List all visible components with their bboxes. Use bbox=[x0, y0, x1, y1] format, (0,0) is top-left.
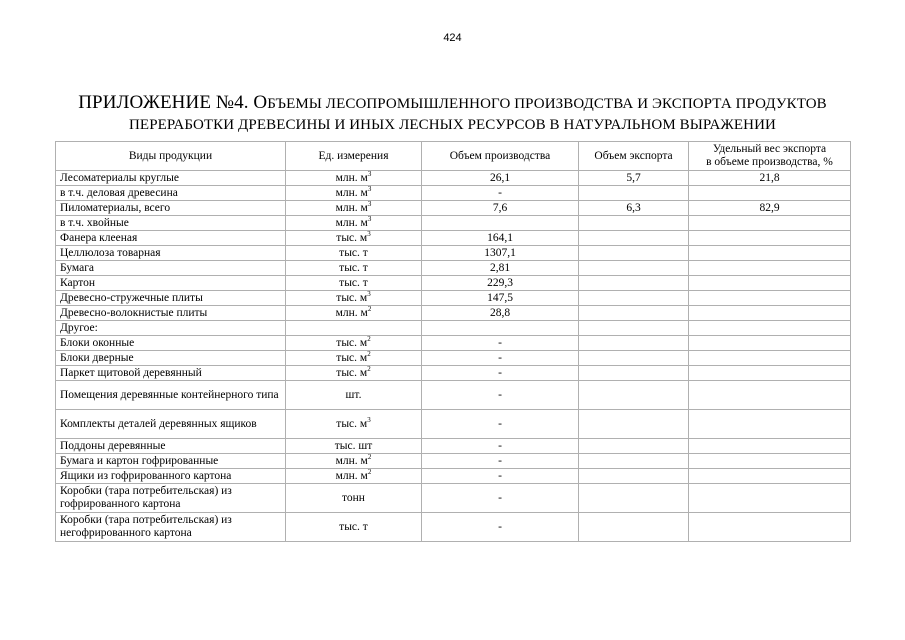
title-line-2: ПЕРЕРАБОТКИ ДРЕВЕСИНЫ И ИНЫХ ЛЕСНЫХ РЕСУРСОВ В НАТУРАЛЬНОМ ВЫРАЖЕНИИ bbox=[129, 117, 776, 133]
table-row bbox=[56, 216, 851, 231]
cell-product-name: Другое: bbox=[56, 321, 286, 336]
cell-unit: млн. $м^3$ bbox=[286, 201, 422, 216]
cell-export bbox=[579, 321, 689, 336]
cell-export: 5,7 bbox=[579, 171, 689, 186]
unit-exponent: 3 bbox=[367, 289, 371, 298]
cell-production: - bbox=[422, 336, 579, 351]
cell-unit: тыс. $м^2$ bbox=[286, 336, 422, 351]
unit-exponent: 2 bbox=[367, 334, 371, 343]
table-header-row bbox=[56, 142, 851, 171]
cell-unit bbox=[286, 321, 422, 336]
cell-export bbox=[579, 216, 689, 231]
cell-export-share bbox=[689, 231, 851, 246]
table-row bbox=[56, 366, 851, 381]
table-body bbox=[56, 171, 851, 542]
header-production: Объем производства bbox=[422, 142, 579, 171]
cell-production bbox=[422, 321, 579, 336]
cell-production: 28,8 bbox=[422, 306, 579, 321]
cell-production: 7,6 bbox=[422, 201, 579, 216]
cell-unit: млн. $м^2$ bbox=[286, 469, 422, 484]
cell-production: 229,3 bbox=[422, 276, 579, 291]
unit-exponent: 3 bbox=[367, 229, 371, 238]
page-title bbox=[40, 92, 865, 136]
table-row bbox=[56, 276, 851, 291]
cell-production: - bbox=[422, 454, 579, 469]
cell-production: - bbox=[422, 484, 579, 513]
cell-export bbox=[579, 410, 689, 439]
cell-unit: шт. bbox=[286, 381, 422, 410]
cell-product-name: в т.ч. хвойные bbox=[56, 216, 286, 231]
table-row bbox=[56, 201, 851, 216]
table-row bbox=[56, 410, 851, 439]
table-row bbox=[56, 321, 851, 336]
cell-product-name: Целлюлоза товарная bbox=[56, 246, 286, 261]
unit-exponent: 2 bbox=[367, 364, 371, 373]
cell-export bbox=[579, 231, 689, 246]
cell-export bbox=[579, 261, 689, 276]
cell-export-share bbox=[689, 321, 851, 336]
cell-production: 2,81 bbox=[422, 261, 579, 276]
page-number: 424 bbox=[443, 32, 462, 44]
cell-product-name: Поддоны деревянные bbox=[56, 439, 286, 454]
cell-export-share bbox=[689, 276, 851, 291]
cell-export: 6,3 bbox=[579, 201, 689, 216]
table-row bbox=[56, 484, 851, 513]
cell-export bbox=[579, 246, 689, 261]
cell-unit: млн. $м^2$ bbox=[286, 306, 422, 321]
cell-export-share bbox=[689, 246, 851, 261]
unit-exponent: 3 bbox=[367, 415, 371, 424]
cell-unit: тыс. $м^2$ bbox=[286, 351, 422, 366]
cell-export bbox=[579, 351, 689, 366]
unit-exponent: 3 bbox=[367, 199, 372, 208]
cell-export-share bbox=[689, 216, 851, 231]
table-row bbox=[56, 513, 851, 542]
cell-unit: млн. $м^3$ bbox=[286, 186, 422, 201]
cell-unit: млн. $м^3$ bbox=[286, 171, 422, 186]
cell-export-share bbox=[689, 469, 851, 484]
cell-production: - bbox=[422, 469, 579, 484]
table-row bbox=[56, 306, 851, 321]
cell-production: - bbox=[422, 186, 579, 201]
table-row bbox=[56, 469, 851, 484]
cell-export-share bbox=[689, 366, 851, 381]
table-row bbox=[56, 261, 851, 276]
cell-unit: тыс. т bbox=[286, 246, 422, 261]
cell-unit: тыс. т bbox=[286, 276, 422, 291]
cell-unit: млн. $м^3$ bbox=[286, 216, 422, 231]
cell-unit: тыс. $м^3$ bbox=[286, 410, 422, 439]
cell-export bbox=[579, 276, 689, 291]
cell-export-share: 82,9 bbox=[689, 201, 851, 216]
unit-exponent: 2 bbox=[367, 452, 372, 461]
unit-exponent: 3 bbox=[367, 214, 372, 223]
cell-export-share bbox=[689, 186, 851, 201]
cell-product-name: Лесоматериалы круглые bbox=[56, 171, 286, 186]
cell-product-name: Картон bbox=[56, 276, 286, 291]
cell-export bbox=[579, 336, 689, 351]
unit-exponent: 2 bbox=[367, 467, 372, 476]
cell-export-share bbox=[689, 336, 851, 351]
cell-production: - bbox=[422, 366, 579, 381]
cell-export-share bbox=[689, 454, 851, 469]
cell-production: - bbox=[422, 351, 579, 366]
cell-product-name: Блоки оконные bbox=[56, 336, 286, 351]
cell-product-name: Пиломатериалы, всего bbox=[56, 201, 286, 216]
cell-export-share bbox=[689, 306, 851, 321]
cell-production: - bbox=[422, 410, 579, 439]
cell-unit: тыс. т bbox=[286, 513, 422, 542]
cell-unit: тыс. т bbox=[286, 261, 422, 276]
cell-product-name: Бумага и картон гофрированные bbox=[56, 454, 286, 469]
cell-export-share bbox=[689, 261, 851, 276]
cell-export-share bbox=[689, 439, 851, 454]
cell-product-name: Древесно-стружечные плиты bbox=[56, 291, 286, 306]
table-row bbox=[56, 351, 851, 366]
cell-production: 26,1 bbox=[422, 171, 579, 186]
unit-exponent: 2 bbox=[367, 349, 371, 358]
cell-product-name: Помещения деревянные контейнерного типа bbox=[56, 381, 286, 410]
cell-export bbox=[579, 186, 689, 201]
cell-production: 147,5 bbox=[422, 291, 579, 306]
cell-export bbox=[579, 454, 689, 469]
cell-product-name: Паркет щитовой деревянный bbox=[56, 366, 286, 381]
cell-export bbox=[579, 381, 689, 410]
table-row bbox=[56, 381, 851, 410]
cell-export-share bbox=[689, 410, 851, 439]
cell-export bbox=[579, 513, 689, 542]
unit-exponent: 3 bbox=[367, 169, 372, 178]
cell-product-name: Коробки (тара потребительская) из гофрированного картона bbox=[56, 484, 286, 513]
cell-production: 164,1 bbox=[422, 231, 579, 246]
cell-export bbox=[579, 291, 689, 306]
cell-export-share bbox=[689, 291, 851, 306]
cell-product-name: Блоки дверные bbox=[56, 351, 286, 366]
cell-production: - bbox=[422, 381, 579, 410]
table-row bbox=[56, 246, 851, 261]
cell-export bbox=[579, 469, 689, 484]
cell-export bbox=[579, 484, 689, 513]
header-unit: Ед. измерения bbox=[286, 142, 422, 171]
cell-export bbox=[579, 366, 689, 381]
cell-export-share bbox=[689, 484, 851, 513]
cell-product-name: Комплекты деталей деревянных ящиков bbox=[56, 410, 286, 439]
cell-export bbox=[579, 439, 689, 454]
cell-export-share: 21,8 bbox=[689, 171, 851, 186]
cell-production: 1307,1 bbox=[422, 246, 579, 261]
cell-product-name: Коробки (тара потребительская) из негофрированного картона bbox=[56, 513, 286, 542]
title-line-1: ПРИЛОЖЕНИЕ №4. ОБЪЕМЫ ЛЕСОПРОМЫШЛЕННОГО ПРОИЗВОДСТВА И ЭКСПОРТА ПРОДУКТОВ bbox=[78, 92, 827, 113]
table-row bbox=[56, 291, 851, 306]
table-row bbox=[56, 336, 851, 351]
unit-exponent: 3 bbox=[367, 184, 372, 193]
cell-unit: млн. $м^2$ bbox=[286, 454, 422, 469]
cell-unit: тыс. $м^3$ bbox=[286, 231, 422, 246]
cell-production bbox=[422, 216, 579, 231]
table-row bbox=[56, 454, 851, 469]
cell-unit: тыс. $м^2$ bbox=[286, 366, 422, 381]
cell-production: - bbox=[422, 513, 579, 542]
cell-unit: тонн bbox=[286, 484, 422, 513]
unit-exponent: 2 bbox=[367, 304, 372, 313]
cell-export-share bbox=[689, 513, 851, 542]
production-export-table bbox=[55, 141, 851, 542]
cell-product-name: Ящики из гофрированного картона bbox=[56, 469, 286, 484]
cell-unit: тыс. шт bbox=[286, 439, 422, 454]
table-row bbox=[56, 186, 851, 201]
cell-export bbox=[579, 306, 689, 321]
header-product: Виды продукции bbox=[56, 142, 286, 171]
cell-product-name: Древесно-волокнистые плиты bbox=[56, 306, 286, 321]
cell-product-name: в т.ч. деловая древесина bbox=[56, 186, 286, 201]
table-row bbox=[56, 171, 851, 186]
cell-export-share bbox=[689, 381, 851, 410]
cell-product-name: Бумага bbox=[56, 261, 286, 276]
cell-product-name: Фанера клееная bbox=[56, 231, 286, 246]
table-row bbox=[56, 231, 851, 246]
cell-unit: тыс. $м^3$ bbox=[286, 291, 422, 306]
header-export-share: Удельный вес экспорта в объеме производства, % bbox=[689, 142, 851, 171]
cell-export-share bbox=[689, 351, 851, 366]
cell-production: - bbox=[422, 439, 579, 454]
table-row bbox=[56, 439, 851, 454]
header-export: Объем экспорта bbox=[579, 142, 689, 171]
